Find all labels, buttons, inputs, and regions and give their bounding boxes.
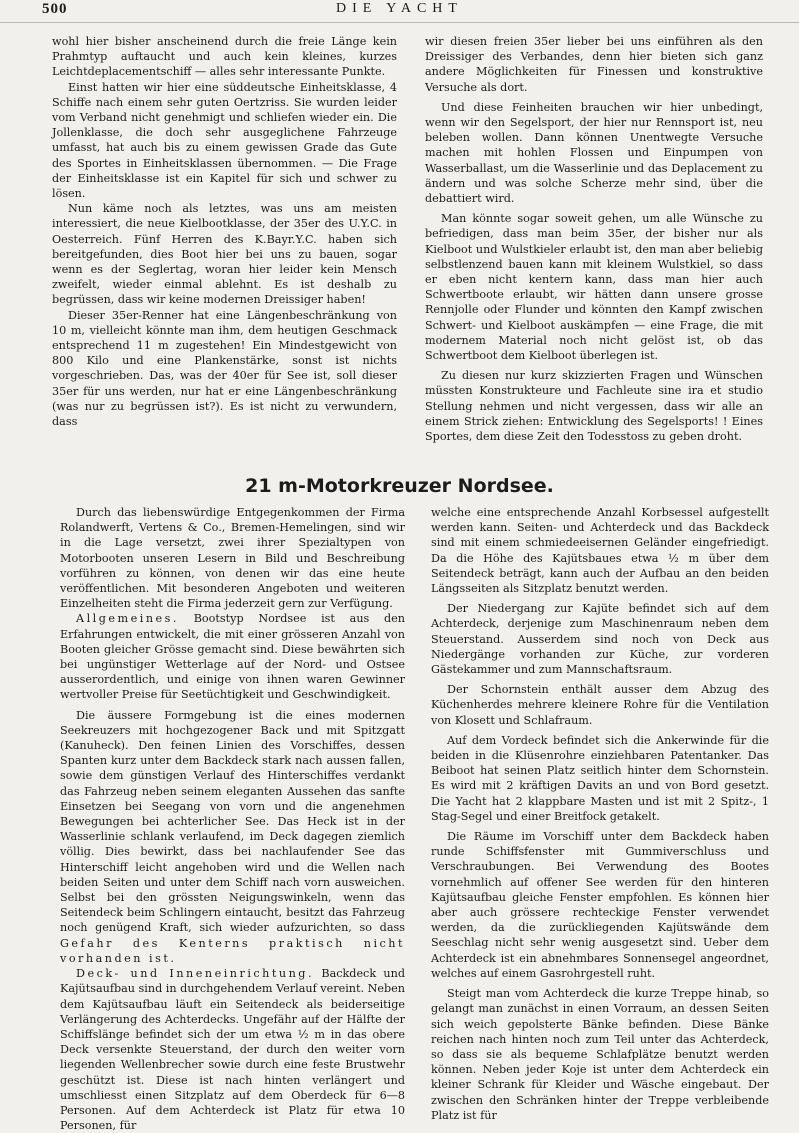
- paragraph: Der Schornstein enthält ausser dem Abzug des Küchenherdes mehrere kleinere Rohre für die Ventilation von Klosett und Schlafraum.: [431, 683, 769, 727]
- paragraph: welche eine entsprechende Anzahl Korbsessel aufgestellt werden kann. Seiten- und Achterdeck und das Backdeck sind mit einem schmiedeeisernen Geländer eingefriedigt. Da die Höhe des Kajütsbaues etwa ½ m über dem Seitendeck beträgt, kann auch der Aufbau an den beiden Längsseiten als Sitzplatz benutzt werden.: [431, 506, 769, 596]
- paragraph: Auf dem Vordeck befindet sich die Ankerwinde für die beiden in die Klüsenrohre einziehbaren Patentanker. Das Beiboot hat seinen Platz seitlich hinter dem Schornstein. Es wird mit 2 kräftigen Davits an und von Bord gesetzt. Die Yacht hat 2 klappbare Masten und ist mit 2 Spitz-, 1 Stag-Segel und einer Breitfock getakelt.: [431, 733, 769, 823]
- paragraph: Man könnte sogar soweit gehen, um alle Wünsche zu befriedigen, dass man beim 35er, der bisher nur als Kielboot und Wulstkieler erlaubt ist, den man aber beliebig selbstlenzend bauen kann mit kleinem Wulstkiel, so dass er eben nicht kentern kann, dass man hier auch Schwertboote erlaubt, wir hätten dann unsere grosse Rennjolle oder Flunder und könnten den Kampf zwischen Schwert- und Kielboot auskämpfen — eine Frage, die mit modernem Material noch nicht gelöst ist, ob das Schwertboot dem Kielboot überlegen ist.: [425, 212, 763, 363]
- paragraph: Dieser 35er-Renner hat eine Längenbeschränkung von 10 m, vielleicht könnte man ihm, dem heutigen Geschmack entsprechend 11 m zugestehen! Ein Mindestgewicht von 800 Kilo und eine Plankenstärke, sonst ist nichts vorgeschrieben. Das, was der 40er für See ist, soll dieser 35er für uns werden, nur hat er eine Längenbeschränkung (was nur zu begrüssen ist?). Es ist nicht zu verwundern, dass: [52, 308, 397, 429]
- column-top-right: [425, 34, 763, 444]
- paragraph: Der Niedergang zur Kajüte befindet sich auf dem Achterdeck, derjenige zum Maschinenraum neben dem Steuerstand. Ausserdem sind noch von Deck aus Niedergänge vorhanden zur Küche, zur vorderen Gästekammer und zum Mannschaftsraum.: [431, 602, 769, 677]
- column-top-left: [52, 34, 397, 429]
- paragraph: Zu diesen nur kurz skizzierten Fragen und Wünschen müssten Konstrukteure und Fachleute sine ira et studio Stellung nehmen und nicht vergessen, dass wir alle an einem Strick ziehen: Entwicklung des Segelsports! ! Eines Sportes, dem diese Zeit den Todesstoss zu geben droht.: [425, 369, 763, 444]
- column-bottom-right: [431, 505, 769, 1123]
- paragraph: Nun käme noch als letztes, was uns am meisten interessiert, die neue Kielbootklasse, der 35er des U.Y.C. in Oesterreich. Fünf Herren des K.Bayr.Y.C. haben sich bereitgefunden, dies Boot hier bei uns zu bauen, sogar wenn es der Seglertag, woran hier leider kein Mensch zweifelt, wieder einmal ablehnt. Es ist deshalb zu begrüssen, dass wir keine modernen Dreissiger haben!: [52, 202, 397, 307]
- running-header: [0, 0, 799, 23]
- paragraph: [60, 708, 405, 966]
- paragraph: Die Räume im Vorschiff unter dem Backdeck haben runde Schiffsfenster mit Gummiverschluss und Verschraubungen. Bei Verwendung des Bootes vornehmlich auf offener See werden für den hinteren Kajütsaufbau gleiche Fenster empfohlen. Es können hier aber auch grössere rechteckige Fenster verwendet werden, da die zurückliegenden Kajütswände dem Seeschlag nicht sehr wenig ausgesetzt sind. Ueber dem Achterdeck ist ein abnehmbares Sonnensegel angeordnet, welches auf einem Gasrohrgestell ruht.: [431, 830, 769, 980]
- paragraph: Steigt man vom Achterdeck die kurze Treppe hinab, so gelangt man zunächst in einen Vorraum, an dessen Seiten sich weich gepolsterte Bänke befinden. Diese Bänke reichen nach hinten noch zum Teil unter das Achterdeck, so dass sie als bequeme Schlafplätze benutzt werden können. Neben jeder Koje ist unter dem Achterdeck ein kleiner Schrank für Kleider und Wäsche eingebaut. Der zwischen den Schränken hinter der Treppe verbleibende Platz ist für: [431, 987, 769, 1122]
- paragraph: Einst hatten wir hier eine süddeutsche Einheitsklasse, 4 Schiffe nach einem sehr guten Oertzriss. Sie wurden leider vom Verband nicht genehmigt und schliefen wieder ein. Die Jollenklasse, die doch sehr ausgeglichene Fahrzeuge umfasst, hat auch bis zu einem gewissen Grade das Gute des Sportes in Einheitsklassen übernommen. — Die Frage der Einheitsklasse ist ein Kapitel für sich und schwer zu lösen.: [52, 80, 397, 201]
- page-number: 500: [42, 1, 68, 17]
- column-bottom-left: [60, 505, 405, 1133]
- paragraph: wir diesen freien 35er lieber bei uns einführen als den Dreissiger des Verbandes, denn hier bieten sich ganz andere Möglichkeiten für Finessen und konstruktive Versuche als dort.: [425, 35, 763, 94]
- paragraph: Und diese Feinheiten brauchen wir hier unbedingt, wenn wir den Segelsport, der hier nur Rennsport ist, neu beleben wollen. Dann können Unentwegte Versuche machen mit hohlen Flossen und Einpumpen von Wasserballast, um die Wasserlinie und das Deplacement zu ändern und was solche Scherze mehr sind, über die debattiert wird.: [425, 100, 763, 206]
- running-title: DIE YACHT: [336, 1, 463, 16]
- section-label: Allgemeines.: [76, 612, 179, 626]
- paragraph: wohl hier bisher anscheinend durch die freie Länge kein Prahmtyp auftaucht und auch kein kleines, kurzes Leichtdeplacementschiff — alles sehr interessante Punkte.: [52, 35, 397, 79]
- paragraph: [60, 611, 405, 702]
- article-title: 21 m-Motorkreuzer Nordsee.: [245, 474, 554, 497]
- spaced-emphasis: Gefahr des Kenterns praktisch nicht vorhanden ist.: [60, 936, 405, 965]
- paragraph: Durch das liebenswürdige Entgegenkommen der Firma Rolandwerft, Vertens & Co., Bremen-Hemelingen, sind wir in die Lage versetzt, zwei ihrer Spezialtypen von Motorbooten unseren Lesern in Bild und Beschreibung vorführen zu können, von denen wir das eine heute veröffentlichen. Mit besonderen Angeboten und weiteren Einzelheiten steht die Firma jederzeit gern zur Verfügung.: [60, 506, 405, 611]
- paragraph: [60, 966, 405, 1133]
- paragraph-text: Backdeck und Kajütsaufbau sind in durchgehendem Verlauf vereint. Neben dem Kajütsaufbau läuft ein Seitendeck als beiderseitige Verlängerung des Achterdecks. Ungefähr auf der Hälfte der Schiffslänge befindet sich der um etwa ½ m in das obere Deck versenkte Steuerstand, der durch den weiter vorn liegenden Wellenbrecher sowie durch eine feste Brustwehr geschützt ist. Diese ist nach hinten verlängert und umschliesst einen Sitzplatz auf dem Oberdeck für 6—8 Personen. Auf dem Achterdeck ist Platz für etwa 10 Personen, für: [60, 967, 405, 1133]
- section-label: Deck- und Inneneinrichtung.: [76, 967, 315, 981]
- paragraph-text: Die äussere Formgebung ist die eines modernen Seekreuzers mit hochgezogener Back und mit Spitzgatt (Kanuheck). Den feinen Linien des Vorschiffes, dessen Spanten kurz unter dem Backdeck stark nach aussen fallen, sowie dem günstigen Verlauf des Hinterschiffes verdankt das Fahrzeug neben seinem eleganten Aussehen das sanfte Einsetzen bei Seegang von vorn und die angenehmen Bewegungen bei achterlicher See. Das Heck ist in der Wasserlinie schlank verlaufend, im Deck dagegen ziemlich völlig. Dies bewirkt, dass bei nachlaufender See das Hinterschiff leicht angehoben wird und die Wellen nach beiden Seiten und unter dem Schiff nach vorn ausweichen. Selbst bei den grössten Neigungswinkeln, wenn das Seitendeck beim Schlingern eintaucht, besitzt das Fahrzeug noch genügend Kraft, sich wieder aufzurichten, so dass: [60, 708, 405, 935]
- paragraph-text: Bootstyp Nordsee ist aus den Erfahrungen entwickelt, die mit einer grösseren Anzahl von Booten gleicher Grösse gemacht sind. Diese bewährten sich bei ungünstiger Wetterlage auf der Nord- und Ostsee ausserordentlich, und einige von ihnen waren Gewinner wertvoller Preise für Seetüchtigkeit und Geschwindigkeit.: [60, 612, 405, 702]
